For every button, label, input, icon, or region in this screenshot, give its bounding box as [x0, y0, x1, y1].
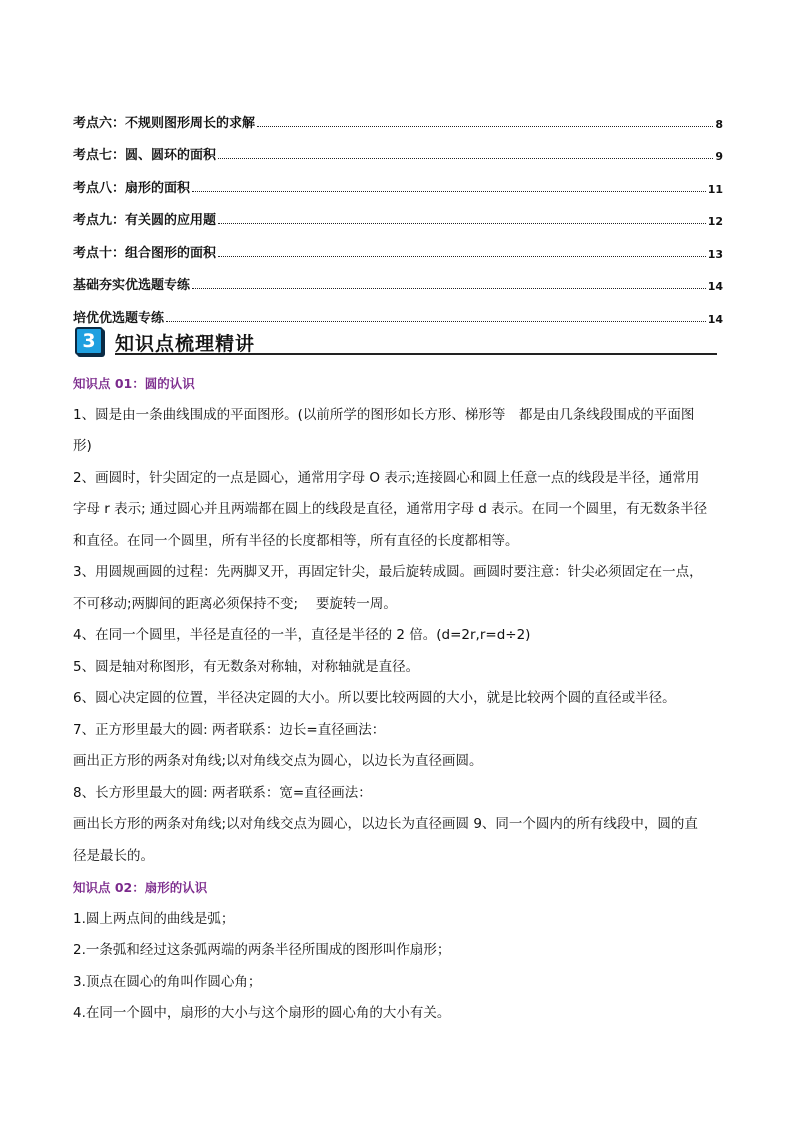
toc-entry-label: 考点九：有关圆的应用题 [73, 213, 217, 228]
paragraph-line: 8、长方形里最大的圆: 两者联系：宽=直径画法： [73, 784, 372, 801]
paragraph-line: 1.圆上两点间的曲线是弧； [73, 910, 235, 927]
toc-leader-dots [218, 222, 706, 224]
paragraph-line: 和直径。在同一个圆里，所有半径的长度都相等，所有直径的长度都相等。 [73, 532, 519, 549]
toc-leader-dots [257, 125, 713, 127]
section-title: 知识点梳理精讲 [115, 333, 256, 355]
toc-entry-label: 考点八：扇形的面积 [73, 180, 191, 196]
table-of-contents [73, 98, 723, 326]
toc-entry-page: 12 [707, 215, 723, 228]
toc-entry-label: 培优优选题专练 [73, 310, 165, 326]
paragraph-line: 1、圆是由一条曲线围成的平面图形。(以前所学的图形如长方形、梯形等 都是由几条线段围成的平面图 [73, 406, 695, 423]
paragraph-line: 7、正方形里最大的圆: 两者联系：边长=直径画法： [73, 721, 386, 738]
knowledge-point-heading: 知识点 01：圆的认识 [73, 376, 195, 391]
knowledge-content [73, 368, 733, 1030]
toc-entry[interactable] [73, 293, 723, 326]
toc-entry[interactable] [73, 98, 723, 131]
toc-entry-page: 9 [715, 150, 723, 163]
paragraph-line: 4.在同一个圆中，扇形的大小与这个扇形的圆心角的大小有关。 [73, 1005, 451, 1021]
toc-leader-dots [192, 190, 706, 192]
toc-leader-dots [166, 320, 706, 322]
toc-entry-page: 13 [707, 247, 723, 261]
section-number-badge: 3 [75, 327, 103, 355]
toc-entry[interactable] [73, 163, 723, 196]
toc-entry-label: 考点十：组合图形的面积 [73, 245, 217, 261]
toc-entry[interactable] [73, 131, 723, 164]
toc-entry-page: 14 [707, 312, 723, 326]
paragraph-line: 径是最长的。 [73, 847, 154, 864]
toc-entry-page: 8 [715, 117, 723, 131]
paragraph-line: 形) [73, 438, 92, 454]
paragraph-line: 不可移动;两脚间的距离必须保持不变; 要旋转一周。 [73, 595, 397, 612]
paragraph-line: 5、圆是轴对称图形，有无数条对称轴，对称轴就是直径。 [73, 658, 420, 675]
knowledge-point-heading: 知识点 02：扇形的认识 [73, 880, 208, 895]
toc-entry-label: 基础夯实优选题专练 [73, 278, 191, 293]
toc-entry-page: 11 [707, 182, 723, 196]
section-header [75, 327, 717, 355]
paragraph-line: 字母 r 表示; 通过圆心并且两端都在圆上的线段是直径，通常用字母 d 表示。在同一个圆里，有无数条半径 [73, 501, 708, 517]
paragraph-line: 画出长方形的两条对角线;以对角线交点为圆心，以边长为直径画圆 9、同一个圆内的所有线段中，圆的直 [73, 816, 698, 832]
toc-entry-label: 考点六：不规则图形周长的求解 [73, 115, 256, 131]
paragraph-line: 画出正方形的两条对角线;以对角线交点为圆心，以边长为直径画圆。 [73, 753, 483, 769]
toc-entry[interactable] [73, 261, 723, 294]
toc-leader-dots [218, 255, 706, 257]
paragraph-line: 3.顶点在圆心的角叫作圆心角； [73, 973, 262, 990]
paragraph-line: 2、画圆时，针尖固定的一点是圆心，通常用字母 O 表示;连接圆心和圆上任意一点的线段是半径，通常用 [73, 469, 700, 486]
toc-entry[interactable] [73, 228, 723, 261]
toc-leader-dots [192, 287, 706, 289]
toc-entry-label: 考点七：圆、圆环的面积 [73, 148, 217, 163]
paragraph-line: 4、在同一个圆里，半径是直径的一半，直径是半径的 2 倍。(d=2r,r=d÷2) [73, 627, 531, 643]
paragraph-line: 2.一条弧和经过这条弧两端的两条半径所围成的图形叫作扇形； [73, 942, 451, 958]
section-underline [115, 353, 717, 355]
toc-entry-page: 14 [707, 280, 723, 293]
paragraph-line: 6、圆心决定圆的位置，半径决定圆的大小。所以要比较两圆的大小，就是比较两个圆的直径或半径。 [73, 690, 676, 706]
toc-entry[interactable] [73, 196, 723, 229]
toc-leader-dots [218, 157, 713, 159]
paragraph-line: 3、用圆规画圆的过程：先两脚叉开，再固定针尖，最后旋转成圆。画圆时要注意：针尖必须固定在一点， [73, 564, 703, 580]
